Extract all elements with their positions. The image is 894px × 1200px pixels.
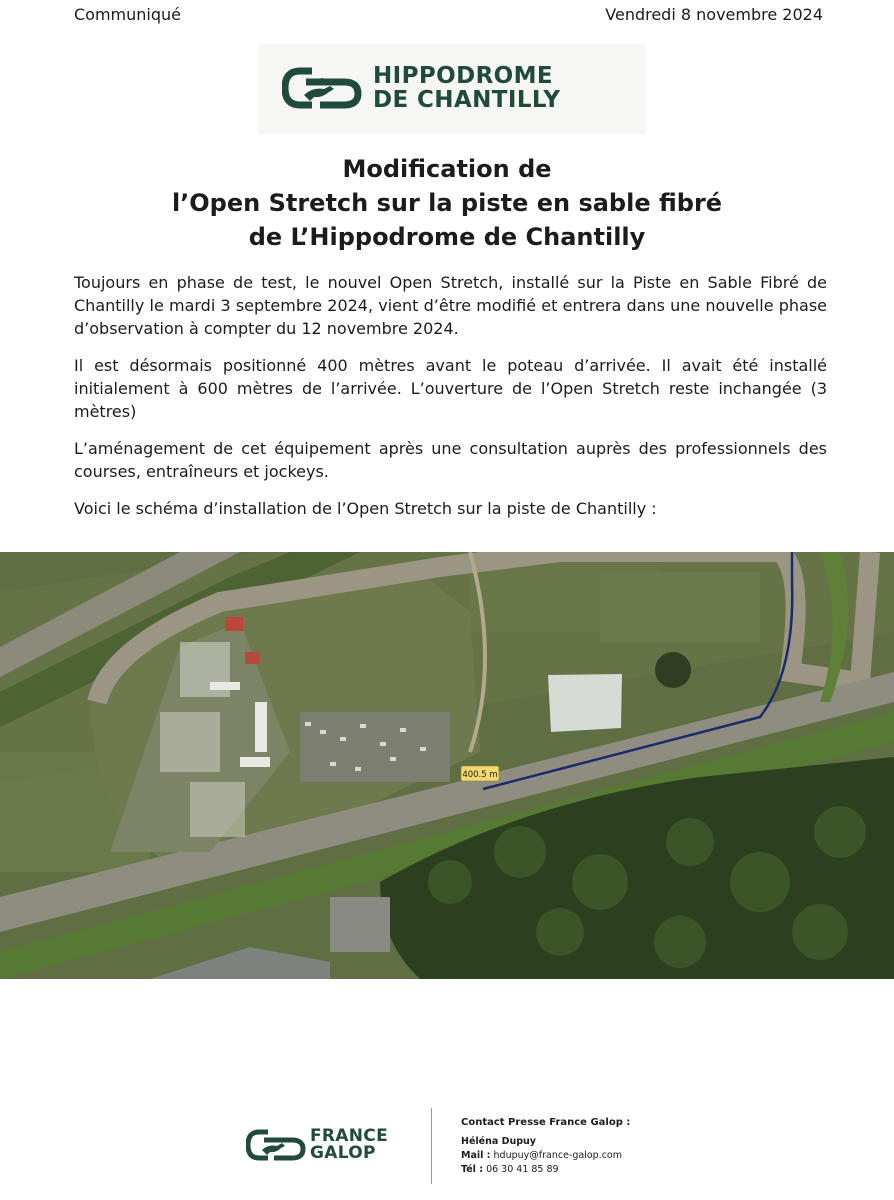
contact-tel-row (461, 1163, 630, 1177)
contact-heading: Contact Presse France Galop : (461, 1117, 631, 1128)
paragraph-1: Toujours en phase de test, le nouvel Open Stretch, installé sur la Piste en Sable Fibré de Chantilly le mardi 3 septembre 2024, vient d’être modifié et entrera dans une nouvelle phase d’observation à compter du 12 novembre 2024. (74, 273, 827, 338)
france-galop-logo-icon (246, 1128, 306, 1162)
tel-label: Tél : (461, 1164, 484, 1175)
logo-line1: HIPPODROME (373, 63, 554, 89)
paragraph-3: L’aménagement de cet équipement après une consultation auprès des professionnels des courses, entraîneurs et jockeys. (74, 439, 827, 481)
brand-line1: FRANCE (310, 1126, 388, 1146)
hippodrome-logo-text (373, 64, 560, 112)
title-line1: Modification de (342, 155, 552, 183)
date-label: Vendredi 8 novembre 2024 (605, 5, 823, 24)
press-contact (461, 1116, 630, 1177)
france-galop-brand (310, 1128, 388, 1162)
horse-racing-logo-icon (282, 65, 362, 111)
page-title (40, 152, 854, 254)
title-line3: de L’Hippodrome de Chantilly (248, 223, 646, 251)
paragraph-4: Voici le schéma d’installation de l’Open Stretch sur la piste de Chantilly : (74, 499, 657, 518)
communique-label: Communiqué (74, 5, 181, 24)
contact-name: Héléna Dupuy (461, 1136, 536, 1147)
footer-divider (431, 1108, 432, 1184)
brand-line2: GALOP (310, 1143, 376, 1163)
logo-line2: DE CHANTILLY (373, 87, 561, 113)
article-body (74, 271, 827, 534)
contact-tel: 06 30 41 85 89 (486, 1164, 559, 1175)
title-line2: l’Open Stretch sur la piste en sable fibré (171, 189, 723, 217)
map-measure-label: 400.5 m (462, 770, 498, 780)
contact-mail-row (461, 1149, 630, 1163)
paragraph-2: Il est désormais positionné 400 mètres avant le poteau d’arrivée. Il avait été installé initialement à 600 mètres de l’arrivée. L’ouverture de l’Open Stretch reste inchangée (3 mètres) (74, 356, 827, 421)
hippodrome-logo (258, 44, 646, 134)
mail-label: Mail : (461, 1150, 491, 1161)
aerial-track-map (0, 552, 894, 979)
contact-mail[interactable]: hdupuy@france-galop.com (493, 1150, 622, 1161)
